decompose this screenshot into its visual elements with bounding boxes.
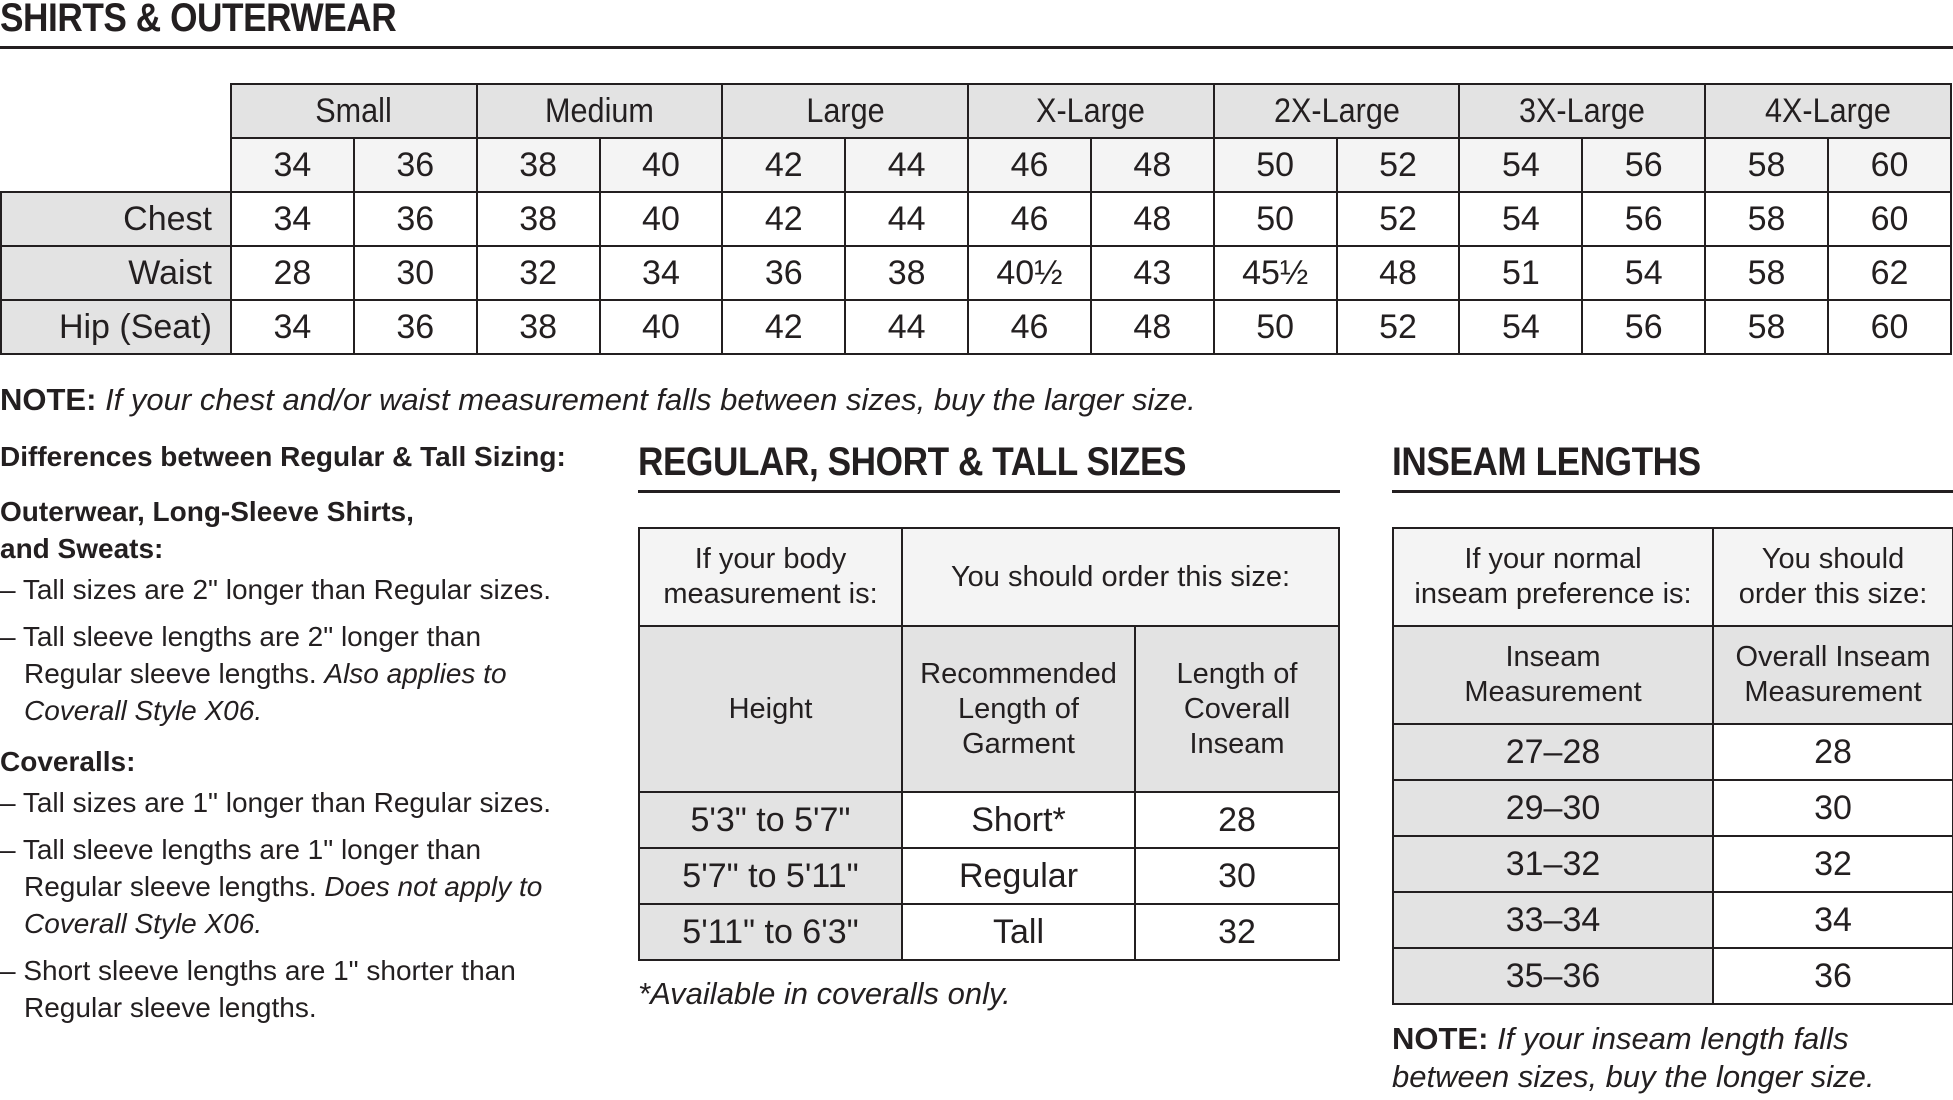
table-cell: 58 (1705, 246, 1828, 300)
table-cell: 48 (1091, 300, 1214, 354)
corner-cell (1, 84, 231, 138)
col-garment-length: Recommended Length of Garment (902, 626, 1135, 792)
table-cell: 40 (600, 192, 723, 246)
col-coverall-inseam: Length of Coverall Inseam (1135, 626, 1339, 792)
header-inseam-preference: If your normal inseam preference is: (1393, 528, 1713, 626)
size-number: 52 (1337, 138, 1460, 192)
col-height: Height (639, 626, 902, 792)
size-group-row (1, 84, 1951, 138)
table-row (1393, 724, 1953, 780)
inseam-subheader-row (1393, 626, 1953, 724)
table-cell: 34 (600, 246, 723, 300)
table-row (1393, 836, 1953, 892)
table-cell: 56 (1582, 300, 1705, 354)
note-label: NOTE: (1392, 1021, 1489, 1056)
inseam-length: 32 (1135, 904, 1339, 960)
table-cell: 52 (1337, 300, 1460, 354)
note-text: If your chest and/or waist measurement falls between sizes, buy the larger size. (105, 382, 1196, 417)
size-number: 56 (1582, 138, 1705, 192)
garment-length: Tall (902, 904, 1135, 960)
size-number: 50 (1214, 138, 1337, 192)
table-cell: 38 (845, 246, 968, 300)
table-cell: 36 (722, 246, 845, 300)
table-cell: 43 (1091, 246, 1214, 300)
table-cell: 50 (1214, 300, 1337, 354)
table-row (639, 848, 1339, 904)
inseam-range: 35–36 (1393, 948, 1713, 1004)
size-group-header: 2X-Large (1214, 84, 1460, 138)
table-cell: 34 (231, 300, 354, 354)
table-cell: 38 (477, 192, 600, 246)
table-cell: 44 (845, 192, 968, 246)
inseam-table (1392, 527, 1953, 1005)
table-cell: 44 (845, 300, 968, 354)
inseam-note: NOTE: If your inseam length falls between sizes, buy the longer size. (1392, 1021, 1875, 1094)
sizing-differences (0, 438, 580, 1036)
table-cell: 56 (1582, 192, 1705, 246)
table-cell: 51 (1459, 246, 1582, 300)
table-cell: 30 (354, 246, 477, 300)
list-item: – Tall sizes are 1" longer than Regular sizes. (0, 787, 552, 818)
table-cell: 60 (1828, 300, 1951, 354)
inseam-title-rule (1392, 490, 1953, 493)
table-row (1, 300, 1951, 354)
size-number: 48 (1091, 138, 1214, 192)
table-cell: 48 (1091, 192, 1214, 246)
size-number: 38 (477, 138, 600, 192)
col-inseam-measurement: Inseam Measurement (1393, 626, 1713, 724)
header-body-measurement: If your body measurement is: (639, 528, 902, 626)
regular-subheader-row (639, 626, 1339, 792)
list-item: – Tall sizes are 2" longer than Regular sizes. (0, 574, 552, 605)
table-cell: 46 (968, 300, 1091, 354)
size-chart-table (0, 83, 1952, 355)
inseam-length: 30 (1135, 848, 1339, 904)
regular-sizes-table (638, 527, 1340, 961)
size-number: 42 (722, 138, 845, 192)
garment-length: Regular (902, 848, 1135, 904)
height-range: 5'3" to 5'7" (639, 792, 902, 848)
table-row (1, 246, 1951, 300)
table-row (1393, 892, 1953, 948)
page-title: SHIRTS & OUTERWEAR (0, 0, 397, 40)
size-group-header: Small (231, 84, 477, 138)
regular-header-row (639, 528, 1339, 626)
inseam-size: 30 (1713, 780, 1953, 836)
corner-cell (1, 138, 231, 192)
table-cell: 32 (477, 246, 600, 300)
table-row (1, 192, 1951, 246)
list-item: – Short sleeve lengths are 1" shorter than Regular sleeve lengths. (0, 955, 516, 1023)
size-number: 40 (600, 138, 723, 192)
differences-heading: Differences between Regular & Tall Sizing: (0, 441, 566, 472)
row-label-waist: Waist (1, 246, 231, 300)
inseam-title: INSEAM LENGTHS (1392, 440, 1701, 484)
height-range: 5'7" to 5'11" (639, 848, 902, 904)
inseam-header-row (1393, 528, 1953, 626)
col-overall-inseam: Overall Inseam Measurement (1713, 626, 1953, 724)
outerwear-heading: Outerwear, Long-Sleeve Shirts, and Sweats: (0, 496, 414, 564)
table-cell: 28 (231, 246, 354, 300)
table-cell: 38 (477, 300, 600, 354)
inseam-size: 28 (1713, 724, 1953, 780)
inseam-size: 32 (1713, 836, 1953, 892)
inseam-size: 34 (1713, 892, 1953, 948)
table-cell: 46 (968, 192, 1091, 246)
inseam-range: 31–32 (1393, 836, 1713, 892)
table-cell: 48 (1337, 246, 1460, 300)
header-order-size: You should order this size: (1713, 528, 1953, 626)
table-cell: 40½ (968, 246, 1091, 300)
table-row (1393, 780, 1953, 836)
regular-sizes-title: REGULAR, SHORT & TALL SIZES (638, 440, 1187, 484)
list-item: – Tall sleeve lengths are 2" longer than Regular sleeve lengths. Also applies to Coverall Style X06. (0, 621, 507, 726)
regular-title-rule (638, 490, 1340, 493)
regular-footnote: *Available in coveralls only. (638, 976, 1011, 1011)
size-number: 44 (845, 138, 968, 192)
table-cell: 60 (1828, 192, 1951, 246)
size-group-header: Large (722, 84, 968, 138)
table-cell: 50 (1214, 192, 1337, 246)
table-cell: 54 (1459, 300, 1582, 354)
list-item: – Tall sleeve lengths are 1" longer than Regular sleeve lengths. Does not apply to Coverall Style X06. (0, 834, 543, 939)
table-cell: 58 (1705, 300, 1828, 354)
size-number: 54 (1459, 138, 1582, 192)
table-cell: 54 (1459, 192, 1582, 246)
table-cell: 58 (1705, 192, 1828, 246)
size-number-row (1, 138, 1951, 192)
note-label: NOTE: (0, 382, 97, 417)
table-cell: 42 (722, 192, 845, 246)
size-number: 34 (231, 138, 354, 192)
size-number: 58 (1705, 138, 1828, 192)
title-rule (0, 46, 1953, 49)
size-group-header: X-Large (968, 84, 1214, 138)
size-group-header: Medium (477, 84, 723, 138)
size-note (0, 382, 1196, 418)
header-order-size: You should order this size: (902, 528, 1339, 626)
inseam-range: 29–30 (1393, 780, 1713, 836)
table-row (1393, 948, 1953, 1004)
coveralls-heading: Coveralls: (0, 746, 136, 777)
table-cell: 54 (1582, 246, 1705, 300)
size-number: 60 (1828, 138, 1951, 192)
inseam-size: 36 (1713, 948, 1953, 1004)
table-cell: 36 (354, 192, 477, 246)
table-cell: 36 (354, 300, 477, 354)
row-label-hip: Hip (Seat) (1, 300, 231, 354)
table-cell: 62 (1828, 246, 1951, 300)
height-range: 5'11" to 6'3" (639, 904, 902, 960)
table-cell: 42 (722, 300, 845, 354)
size-number: 36 (354, 138, 477, 192)
table-cell: 34 (231, 192, 354, 246)
inseam-range: 27–28 (1393, 724, 1713, 780)
size-group-header: 4X-Large (1705, 84, 1951, 138)
inseam-length: 28 (1135, 792, 1339, 848)
table-cell: 40 (600, 300, 723, 354)
table-row (639, 904, 1339, 960)
size-group-header: 3X-Large (1459, 84, 1705, 138)
table-row (639, 792, 1339, 848)
garment-length: Short* (902, 792, 1135, 848)
table-cell: 52 (1337, 192, 1460, 246)
size-number: 46 (968, 138, 1091, 192)
inseam-range: 33–34 (1393, 892, 1713, 948)
row-label-chest: Chest (1, 192, 231, 246)
table-cell: 45½ (1214, 246, 1337, 300)
